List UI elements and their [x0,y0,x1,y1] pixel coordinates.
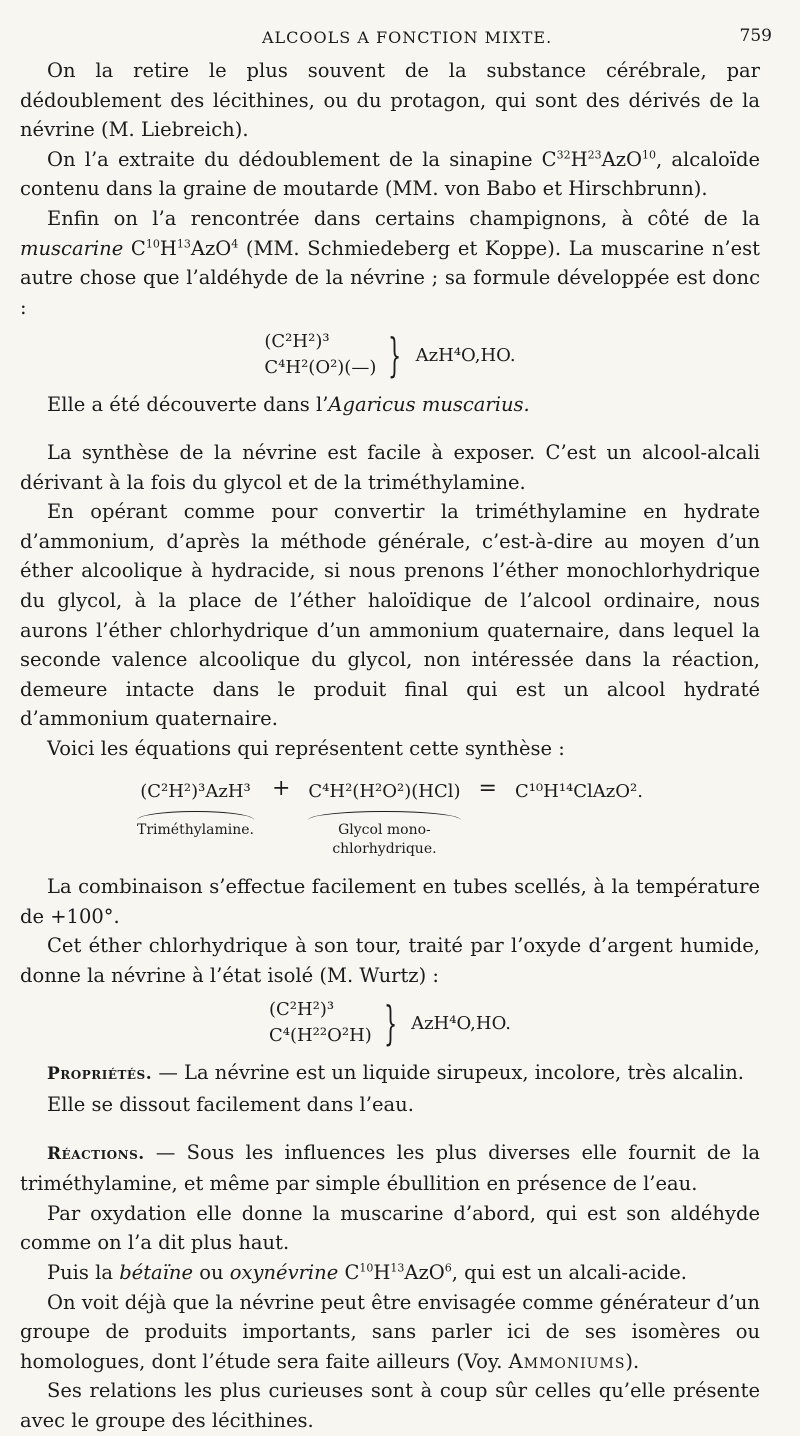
synthesis-equation [20,777,760,858]
text-run: H [373,1261,391,1284]
underbrace [137,811,254,820]
text-run: Enfin on l’a rencontrée dans certains champignons, à côté de la [47,206,760,230]
superscript: 23 [587,148,602,162]
text-run: Elle a été découverte dans l’ [47,393,329,417]
running-head: ALCOOLS A FONCTION MIXTE. [262,28,553,47]
superscript: 10 [145,237,160,251]
paragraph-text: Cet éther chlorhydrique à son tour, traité par l’oxyde d’argent humide, donne la névrine à l’état isolé (M. Wurtz) : [20,934,760,987]
equation-label: chlorhydrique. [332,841,437,858]
paragraph-sealed-tubes [20,872,760,931]
superscript: 13 [176,237,191,251]
plus-sign: + [271,776,291,802]
paragraph-text: Ses relations les plus curieuses sont à coup sûr celles qu’elle présente avec le groupe des lécithines. [20,1379,760,1432]
equation-label: Triméthylamine. [137,822,254,839]
italic-term: muscarine [20,236,124,260]
paragraph-betaine [20,1258,760,1288]
formula-line: C⁴H²(O²)(—) [264,357,377,379]
formula-rhs: AzH⁴O,HO. [411,1012,512,1034]
paragraph-method [20,497,760,734]
paragraph-reactions [20,1138,760,1199]
equals-sign: = [478,776,497,802]
paragraph-text: La synthèse de la névrine est facile à exposer. C’est un alcool-alcali dérivant à la fois du glycol et de la triméthylamine. [20,440,760,494]
superscript: 13 [390,1261,405,1275]
formula-muscarine [20,324,760,386]
text-run: , qui est un alcali-acide. [451,1261,687,1284]
text-run: — La névrine est un liquide sirupeux, incolore, très alcalin. [152,1061,744,1085]
formula-rhs: AzH⁴O,HO. [415,344,516,366]
paragraph-generator [20,1288,760,1377]
text-run: C [338,1261,360,1284]
equation-formula: (C²H²)³AzH³ [140,781,251,803]
page-number: 759 [739,26,772,46]
paragraph-text: Par oxydation elle donne la muscarine d’abord, qui est son aldéhyde comme on l’a dit plus haut. [20,1201,760,1255]
brace-glyph: } [383,996,398,1051]
text-run: , alcaloïde contenu dans la graine de moutarde (MM. von Babo et Hirschbrunn). [20,147,760,201]
equation-result [515,777,643,807]
paragraph-text: Elle se dissout facilement dans l’eau. [47,1093,414,1117]
superscript: 10 [359,1261,374,1275]
paragraph-text: En opérant comme pour convertir la triméthylamine en hydrate d’ammonium, d’après la méthode générale, c’est-à-dire au moyen d’un éther alcoolique à hydracide, si nous prenons l’éther monochlorhydrique du glycol, à la place de l’éther haloïdique de l’alcool ordinaire, nous aurons l’éther chlorhydrique d’un ammonium quaternaire, dans lequel la seconde valence alcoolique du glycol, non intéressée dans la réaction, demeure intacte dans le produit final qui est un alcool hydraté d’ammonium quaternaire. [20,500,760,731]
page-header [0,26,800,54]
text-run: AzO [404,1261,445,1284]
paragraph-properties [20,1058,760,1090]
text-run: AzO [601,147,642,171]
cross-reference: Ammoniums [508,1349,626,1373]
italic-term: oxynévrine [229,1261,339,1284]
equation-term-glycol [308,777,460,858]
paragraph-text: La combinaison s’effectue facilement en tubes scellés, à la température de +100°. [20,875,760,928]
page-body [20,56,760,1436]
text-run: Puis la [47,1261,120,1284]
paragraph-silver-oxide [20,931,760,990]
superscript: 6 [444,1261,452,1275]
text-run: ou [193,1261,230,1284]
formula-line: (C²H²)³ [268,999,335,1021]
text-run: (MM. Schmiedeberg et Koppe). La muscarine n’est autre chose que l’aldéhyde de la névrine ; sa formule développée est donc : [20,236,760,319]
superscript: 4 [231,237,239,251]
paragraph-sinapine [20,145,760,204]
paragraph-text: Voici les équations qui représentent cette synthèse : [47,736,565,760]
paragraph-agaricus [20,390,760,420]
text-run: — Sous les influences les plus diverses elle fournit de la triméthylamine, et même par simple ébullition en présence de l’eau. [20,1140,760,1196]
section-heading: Réactions. [47,1143,145,1164]
paragraph-synthesis [20,438,760,497]
paragraph-origin-brain [20,56,760,145]
superscript: 10 [641,148,656,162]
equation-label: Glycol mono- [338,822,431,839]
text-run: H [159,236,177,260]
text-run: C [123,236,146,260]
paragraph-solubility [20,1090,760,1120]
italic-term: Agaricus muscarius. [328,393,530,417]
brace-glyph: } [388,328,402,383]
paragraph-oxidation [20,1199,760,1258]
text-run: On l’a extraite du dédoublement de la sinapine C [47,147,557,171]
formula-line: C⁴(H²²O²H) [268,1025,372,1047]
section-heading: Propriétés. [47,1064,153,1085]
text-run: ). [625,1349,640,1373]
equation-formula: C¹⁰H¹⁴ClAzO². [514,781,643,803]
paragraph-lecithins [20,1376,760,1435]
underbrace [308,811,460,820]
superscript: 32 [556,148,571,162]
formula-lines [269,997,372,1049]
italic-term: bétaïne [119,1261,194,1284]
formula-line: (C²H²)³ [264,331,330,353]
formula-neurine [20,992,760,1054]
text-run: H [570,147,588,171]
text-run: On voit déjà que la névrine peut être envisagée comme générateur d’un groupe de produits importants, sans parler ici de ses isomères ou homologues, dont l’étude sera faite ailleurs (Voy. [20,1290,760,1373]
text-run: AzO [190,236,232,260]
paragraph-text: On la retire le plus souvent de la substance cérébrale, par dédoublement des lécithines, ou du protagon, qui sont des dérivés de la névrine (M. Liebreich). [20,59,760,142]
equation-term-trimethylamine [137,777,254,839]
paragraph-equations-intro [20,734,760,764]
formula-lines [264,329,376,381]
equation-formula: C⁴H²(H²O²)(HCl) [308,781,461,803]
paragraph-muscarine [20,204,760,322]
